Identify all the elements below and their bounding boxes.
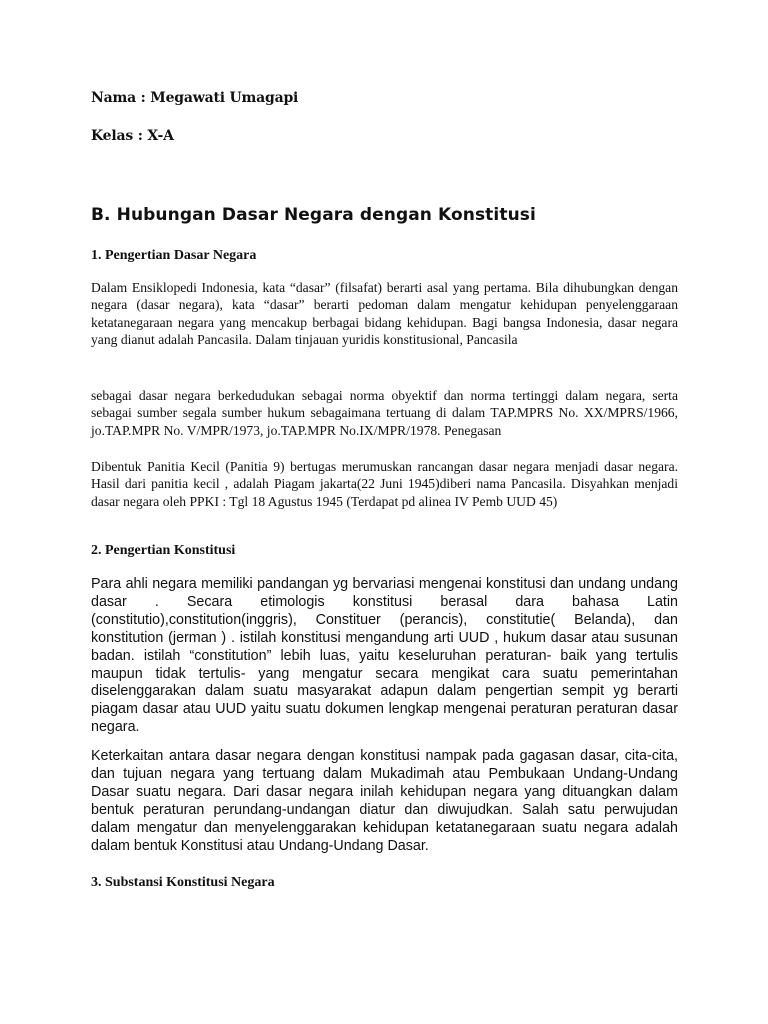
section-1-heading: 1. Pengertian Dasar Negara bbox=[91, 248, 257, 263]
section-2-paragraph-1: Para ahli negara memiliki pandangan yg bervariasi mengenai konstitusi dan undang undang dasar . Secara etimologis konstitusi berasal dara bahasa Latin (constitutio),constitution(inggris), Constituer (perancis), constitutie( Belanda), dan konstitution (jerman ) . istilah konstitusi mengandung arti UUD , hukum dasar atau susunan badan. istilah “constitution” lebih luas, yaitu keseluruhan peraturan- baik yang tertulis maupun tidak tertulis- yang mengatur secara mengikat cara suatu pemerintahan diselenggarakan dalam suatu masyarakat adapun dalam pengertian sempit yg berarti piagam dasar atau UUD yaitu suatu dokumen lengkap mengenai peraturan peraturan dasar negara. bbox=[91, 576, 678, 736]
student-name: Nama : Megawati Umagapi bbox=[91, 90, 299, 106]
student-class: Kelas : X-A bbox=[91, 128, 174, 144]
section-3-heading: 3. Substansi Konstitusi Negara bbox=[91, 875, 275, 890]
page-title: B. Hubungan Dasar Negara dengan Konstitusi bbox=[91, 205, 536, 225]
section-2-paragraph-2: Keterkaitan antara dasar negara dengan konstitusi nampak pada gagasan dasar, cita-cita, dan tujuan negara yang tertuang dalam Mukadimah atau Pembukaan Undang-Undang Dasar suatu negara. Dari dasar negara inilah kehidupan negara yang dituangkan dalam bentuk peraturan perundang-undangan diatur dan diwujudkan. Salah satu perwujudan dalam mengatur dan menyelenggarakan kehidupan ketatanegaraan suatu negara adalah dalam bentuk Konstitusi atau Undang-Undang Dasar. bbox=[91, 748, 678, 854]
section-1-paragraph-2: sebagai dasar negara berkedudukan sebagai norma obyektif dan norma tertinggi dalam negara, serta sebagai sumber segala sumber hukum sebagaimana tertuang di dalam TAP.MPRS No. XX/MPRS/1966, jo.TAP.MPR No. V/MPR/1973, jo.TAP.MPR No.IX/MPR/1978. Penegasan bbox=[91, 388, 678, 438]
section-1-paragraph-1: Dalam Ensiklopedi Indonesia, kata “dasar” (filsafat) berarti asal yang pertama. Bila dihubungkan dengan negara (dasar negara), kata “dasar” berarti pedoman dalam mengatur kehidupan penyelenggaraan ketatanegaraan negara yang mencakup berbagai bidang kehidupan. Bagi bangsa Indonesia, dasar negara yang dianut adalah Pancasila. Dalam tinjauan yuridis konstitusional, Pancasila bbox=[91, 280, 678, 347]
section-2-heading: 2. Pengertian Konstitusi bbox=[91, 543, 236, 558]
section-1-paragraph-3: Dibentuk Panitia Kecil (Panitia 9) bertugas merumuskan rancangan dasar negara menjadi dasar negara. Hasil dari panitia kecil , adalah Piagam jakarta(22 Juni 1945)diberi nama Pancasila. Disyahkan menjadi dasar negara oleh PPKI : Tgl 18 Agustus 1945 (Terdapat pd alinea IV Pemb UUD 45) bbox=[91, 459, 678, 509]
